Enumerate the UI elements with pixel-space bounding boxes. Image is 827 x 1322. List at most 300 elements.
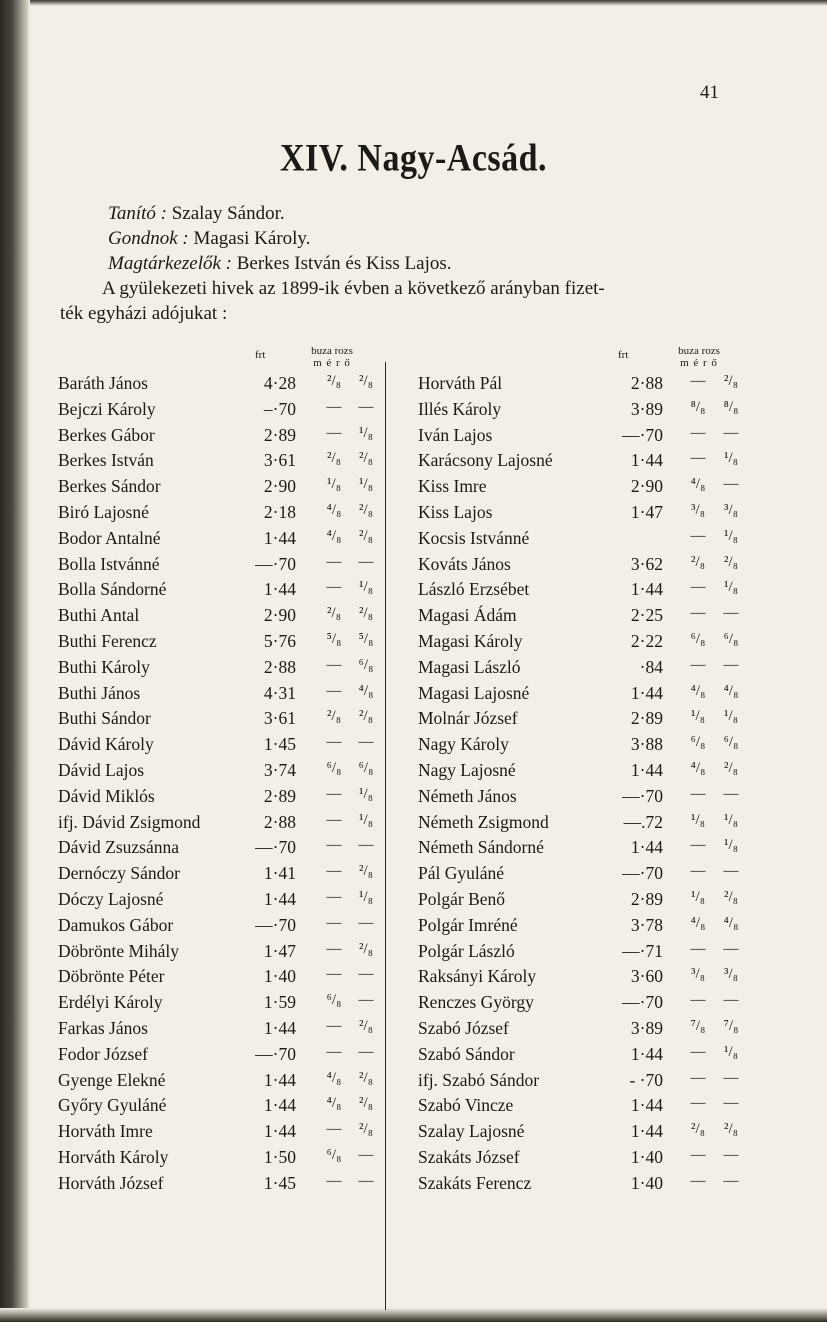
frt-amount: 2·90 [263,476,296,496]
rye-measure: ⁴/₈ [723,915,739,931]
tax-row [58,1173,418,1198]
tax-row [418,837,778,862]
frt-amount: —·70 [255,915,296,935]
tax-row [418,992,778,1017]
frt-amount: 2·88 [263,812,296,832]
tax-row [418,760,778,785]
frt-amount: 2·89 [630,708,663,728]
rye-measure: ¹/₈ [359,476,373,492]
taxpayer-name: Bodor Antalné [58,528,161,548]
frt-amount: 3·78 [630,915,663,935]
wheat-measure: — [326,786,342,802]
page-top-edge [0,0,827,6]
frt-amount: 4·31 [263,683,296,703]
rye-measure: ²/₈ [359,1018,373,1034]
taxpayer-name: Dávid Lajos [58,760,145,780]
rye-measure: — [358,1044,374,1060]
rye-measure: — [358,992,374,1008]
frt-amount: 1·44 [630,760,663,780]
storekeepers-label: Magtárkezelők : [108,253,232,274]
wheat-measure: — [326,1173,342,1189]
frt-amount: 2·88 [630,373,663,393]
curator-value: Magasi Károly. [193,228,311,249]
taxpayer-name: Szalay Lajosné [418,1121,525,1141]
wheat-measure: — [690,657,706,673]
frt-amount: - ·70 [629,1070,663,1090]
tax-row [58,966,418,991]
rye-measure: ²/₈ [359,863,373,879]
wheat-measure: — [326,915,342,931]
wheat-measure: — [326,683,342,699]
rye-measure: ³/₈ [724,502,738,518]
rye-measure: — [723,992,739,1008]
wheat-measure: — [690,425,706,441]
tax-row [418,863,778,888]
tax-row [58,683,418,708]
frt-amount: 1·44 [263,528,296,548]
frt-amount: 1·47 [263,941,296,961]
wheat-measure: — [326,837,342,853]
tax-row [58,1044,418,1069]
rye-measure: — [723,476,739,492]
wheat-measure: — [326,579,342,595]
tax-row [418,915,778,940]
rye-measure: ¹/₈ [724,450,738,466]
taxpayer-name: Polgár Imréné [418,915,518,935]
rye-measure: ²/₈ [724,760,738,776]
rye-measure: — [723,1070,739,1086]
rye-measure: — [723,1095,739,1111]
taxpayer-name: László Erzsébet [418,579,530,599]
rye-measure: ¹/₈ [724,708,738,724]
frt-amount: 1·44 [263,1070,296,1090]
rye-measure: ⁵/₈ [358,631,374,647]
tax-row [58,476,418,501]
wheat-measure: ⁸/₈ [690,399,706,415]
rye-measure: — [723,1173,739,1189]
rye-measure: ²/₈ [359,1121,373,1137]
rye-measure: ¹/₈ [724,1044,738,1060]
frt-amount: 2·89 [263,425,296,445]
taxpayer-name: Kiss Lajos [418,502,493,522]
wheat-measure: — [690,1095,706,1111]
taxpayer-name: Bejczi Károly [58,399,156,419]
frt-amount: —·70 [622,425,663,445]
rye-measure: ¹/₈ [359,889,373,905]
tax-row [418,889,778,914]
frt-amount: 1·47 [630,502,663,522]
wheat-measure: ¹/₈ [691,708,705,724]
taxpayer-name: ifj. Szabó Sándor [418,1070,540,1090]
wheat-measure: ¹/₈ [327,476,341,492]
right-header-frt: frt [618,349,629,361]
frt-amount: 2·90 [630,476,663,496]
tax-row [58,450,418,475]
frt-amount: 1·59 [263,992,296,1012]
wheat-measure: ⁶/₈ [690,631,706,647]
frt-amount: 1·44 [263,1121,296,1141]
rye-measure: ⁶/₈ [723,631,739,647]
tax-row [58,889,418,914]
tax-row [58,1018,418,1043]
frt-amount: –·70 [263,399,296,419]
tax-row [58,425,418,450]
tax-row [58,605,418,630]
wheat-measure: ⁴/₈ [690,683,706,699]
frt-amount: 3·88 [630,734,663,754]
tax-row [58,708,418,733]
wheat-measure: — [326,889,342,905]
wheat-measure: — [326,554,342,570]
wheat-measure: — [690,1044,706,1060]
right-header-units: buza rozs [678,345,720,357]
storekeepers-line [108,253,452,275]
rye-measure: ⁸/₈ [723,399,739,415]
tax-row [58,915,418,940]
rye-measure: — [723,425,739,441]
tax-row [58,528,418,553]
taxpayer-name: Renczes György [418,992,534,1012]
frt-amount: 3·61 [263,450,296,470]
taxpayer-name: Döbrönte Péter [58,966,165,986]
tax-row [418,786,778,811]
frt-amount: 3·61 [263,708,296,728]
rye-measure: ²/₈ [724,889,738,905]
wheat-measure: ¹/₈ [691,812,705,828]
taxpayer-name: Horváth Károly [58,1147,169,1167]
wheat-measure: ⁴/₈ [326,502,342,518]
taxpayer-name: Dávid Károly [58,734,154,754]
tax-row [58,657,418,682]
rye-measure: — [723,605,739,621]
rye-measure: — [358,399,374,415]
rye-measure: ²/₈ [359,528,373,544]
rye-measure: ⁴/₈ [723,683,739,699]
tax-row [58,992,418,1017]
wheat-measure: — [690,1147,706,1163]
taxpayer-name: Polgár Benő [418,889,506,909]
left-header-units: buza rozs [311,345,353,357]
page-binding-edge [0,0,30,1322]
taxpayer-name: Dávid Miklós [58,786,155,806]
frt-amount: —·70 [255,554,296,574]
wheat-measure: — [326,1121,342,1137]
frt-amount: 1·44 [630,450,663,470]
taxpayer-name: Szabó József [418,1018,509,1038]
intro-line-1: A gyülekezeti hivek az 1899-ik évben a következő arányban fizet- [102,278,605,299]
wheat-measure: ²/₈ [691,554,705,570]
tax-row [58,579,418,604]
taxpayer-name: Horváth József [58,1173,164,1193]
tax-row [418,425,778,450]
teacher-line [108,203,285,225]
tax-row [418,476,778,501]
taxpayer-name: Farkas János [58,1018,148,1038]
taxpayer-name: Kováts János [418,554,511,574]
left-header-frt: frt [255,349,266,361]
taxpayer-name: Szakáts József [418,1147,520,1167]
taxpayer-name: Bolla Sándorné [58,579,167,599]
frt-amount: —·70 [622,863,663,883]
wheat-measure: — [326,425,342,441]
rye-measure: ⁷/₈ [723,1018,739,1034]
wheat-measure: — [326,657,342,673]
tax-row [58,373,418,398]
tax-row [418,1121,778,1146]
rye-measure: ¹/₈ [359,786,373,802]
rye-measure: — [358,554,374,570]
left-header-mero: m é r ő [313,357,351,369]
tax-row [418,1147,778,1172]
frt-amount: 1·44 [630,683,663,703]
tax-row [418,373,778,398]
rye-measure: ⁶/₈ [723,734,739,750]
rye-measure: — [723,863,739,879]
wheat-measure: ²/₈ [327,373,341,389]
tax-row [418,399,778,424]
wheat-measure: — [326,812,342,828]
rye-measure: ²/₈ [724,373,738,389]
taxpayer-name: Pál Gyuláné [418,863,505,883]
tax-row [58,631,418,656]
wheat-measure: ⁴/₈ [690,476,706,492]
frt-amount: 1·44 [263,1095,296,1115]
tax-row [58,734,418,759]
frt-amount: 1·45 [263,1173,296,1193]
tax-row [418,734,778,759]
curator-label: Gondnok : [108,228,189,249]
rye-measure: ¹/₈ [359,812,373,828]
taxpayer-name: Gyenge Elekné [58,1070,166,1090]
rye-measure: ²/₈ [359,708,373,724]
frt-amount: —·70 [255,837,296,857]
tax-row [418,579,778,604]
frt-amount: 1·44 [263,1018,296,1038]
frt-amount: 2·88 [263,657,296,677]
rye-measure: ²/₈ [359,1070,373,1086]
rye-measure: ¹/₈ [724,528,738,544]
tax-row [58,1147,418,1172]
teacher-value: Szalay Sándor. [171,203,285,224]
taxpayer-name: Nagy Lajosné [418,760,516,780]
tax-row [58,863,418,888]
section-title: XIV. Nagy-Acsád. [279,137,548,180]
taxpayer-name: Fodor József [58,1044,148,1064]
tax-row [418,554,778,579]
rye-measure: — [358,837,374,853]
rye-measure: ²/₈ [724,554,738,570]
frt-amount: —·71 [622,941,663,961]
wheat-measure: — [690,837,706,853]
tax-row [58,786,418,811]
frt-amount: 2·25 [630,605,663,625]
taxpayer-name: Berkes István [58,450,154,470]
tax-row [58,941,418,966]
taxpayer-name: Buthi Károly [58,657,150,677]
taxpayer-name: Biró Lajosné [58,502,149,522]
wheat-measure: — [326,1044,342,1060]
frt-amount: 1·40 [630,1147,663,1167]
wheat-measure: ²/₈ [327,708,341,724]
rye-measure: — [358,1173,374,1189]
wheat-measure: ³/₈ [691,966,705,982]
wheat-measure: ²/₈ [691,1121,705,1137]
taxpayer-name: Damukos Gábor [58,915,174,935]
wheat-measure: ⁶/₈ [326,760,342,776]
wheat-measure: — [690,605,706,621]
taxpayer-name: Győry Gyuláné [58,1095,167,1115]
frt-amount: 1·45 [263,734,296,754]
frt-amount: 3·60 [630,966,663,986]
frt-amount: 5·76 [263,631,296,651]
wheat-measure: ⁴/₈ [326,1095,342,1111]
taxpayer-name: Döbrönte Mihály [58,941,180,961]
taxpayer-name: Dernóczy Sándor [58,863,180,883]
rye-measure: ⁶/₈ [358,657,374,673]
wheat-measure: — [326,1018,342,1034]
taxpayer-name: Dávid Zsuzsánna [58,837,180,857]
taxpayer-name: Illés Károly [418,399,502,419]
rye-measure: ²/₈ [359,373,373,389]
frt-amount: 1·44 [630,579,663,599]
rye-measure: — [358,915,374,931]
rye-measure: — [723,657,739,673]
frt-amount: 2·18 [263,502,296,522]
rye-measure: ²/₈ [359,941,373,957]
tax-row [418,1044,778,1069]
wheat-measure: — [690,1173,706,1189]
wheat-measure: ²/₈ [327,605,341,621]
taxpayer-name: Iván Lajos [418,425,493,445]
tax-row [58,399,418,424]
rye-measure: ¹/₈ [724,812,738,828]
taxpayer-name: Kiss Imre [418,476,487,496]
frt-amount: 2·89 [630,889,663,909]
frt-amount: 3·74 [263,760,296,780]
wheat-measure: — [326,966,342,982]
taxpayer-name: Karácsony Lajosné [418,450,553,470]
teacher-label: Tanító : [108,203,167,224]
storekeepers-value: Berkes István és Kiss Lajos. [236,253,452,274]
rye-measure: ²/₈ [359,1095,373,1111]
wheat-measure: ⁷/₈ [690,1018,706,1034]
rye-measure: ³/₈ [724,966,738,982]
taxpayer-name: Berkes Sándor [58,476,161,496]
wheat-measure: ⁶/₈ [326,1147,342,1163]
frt-amount: 1·44 [263,579,296,599]
tax-row [418,450,778,475]
rye-measure: ¹/₈ [359,425,373,441]
right-header-mero: m é r ő [680,357,718,369]
frt-amount: 4·28 [263,373,296,393]
taxpayer-name: Berkes Gábor [58,425,155,445]
page-bottom-edge [0,1308,827,1322]
taxpayer-name: ifj. Dávid Zsigmond [58,812,201,832]
wheat-measure: — [326,734,342,750]
frt-amount: 1·40 [263,966,296,986]
taxpayer-name: Erdélyi Károly [58,992,163,1012]
taxpayer-name: Magasi Ádám [418,605,517,625]
frt-amount: 1·40 [630,1173,663,1193]
taxpayer-name: Németh János [418,786,517,806]
taxpayer-name: Magasi Lajosné [418,683,530,703]
taxpayer-name: Horváth Imre [58,1121,153,1141]
wheat-measure: ⁴/₈ [326,1070,342,1086]
tax-row [58,1095,418,1120]
taxpayer-name: Németh Sándorné [418,837,544,857]
rye-measure: ⁴/₈ [358,683,374,699]
intro-paragraph [60,276,760,326]
rye-measure: — [723,1147,739,1163]
frt-amount: 1·50 [263,1147,296,1167]
taxpayer-name: Molnár József [418,708,518,728]
wheat-measure: ²/₈ [327,450,341,466]
taxpayer-name: Szabó Sándor [418,1044,515,1064]
taxpayer-name: Németh Zsigmond [418,812,549,832]
wheat-measure: — [326,399,342,415]
tax-row [418,708,778,733]
tax-row [418,528,778,553]
taxpayer-name: Polgár László [418,941,515,961]
wheat-measure: ⁴/₈ [326,528,342,544]
tax-row [58,1121,418,1146]
tax-row [418,502,778,527]
frt-amount: —·70 [255,1044,296,1064]
rye-measure: ²/₈ [359,502,373,518]
wheat-measure: — [326,941,342,957]
tax-row [418,941,778,966]
tax-row [58,837,418,862]
taxpayer-name: Buthi Sándor [58,708,151,728]
rye-measure: ¹/₈ [724,579,738,595]
frt-amount: 2·22 [630,631,663,651]
rye-measure: ¹/₈ [359,579,373,595]
wheat-measure: — [690,373,706,389]
wheat-measure: — [690,786,706,802]
wheat-measure: ³/₈ [691,502,705,518]
taxpayer-name: Buthi Antal [58,605,140,625]
wheat-measure: — [690,528,706,544]
tax-row [418,683,778,708]
rye-measure: ⁶/₈ [358,760,374,776]
taxpayer-name: Szakáts Ferencz [418,1173,532,1193]
wheat-measure: — [690,941,706,957]
rye-measure: — [358,734,374,750]
rye-measure: — [358,966,374,982]
taxpayer-name: Nagy Károly [418,734,509,754]
wheat-measure: — [690,579,706,595]
tax-row [418,605,778,630]
tax-row [418,1070,778,1095]
taxpayer-name: Bolla Istvánné [58,554,160,574]
tax-row [58,1070,418,1095]
taxpayer-name: Horváth Pál [418,373,503,393]
taxpayer-name: Szabó Vincze [418,1095,514,1115]
taxpayer-name: Buthi János [58,683,141,703]
tax-row [418,1095,778,1120]
frt-amount: 1·44 [630,1121,663,1141]
page-number: 41 [700,82,719,103]
wheat-measure: ⁶/₈ [690,734,706,750]
rye-measure: ²/₈ [359,450,373,466]
wheat-measure: ⁵/₈ [326,631,342,647]
frt-amount: 1·41 [263,863,296,883]
tax-row [58,760,418,785]
taxpayer-name: Dóczy Lajosné [58,889,164,909]
frt-amount: 2·89 [263,786,296,806]
tax-row [418,966,778,991]
tax-row [58,554,418,579]
